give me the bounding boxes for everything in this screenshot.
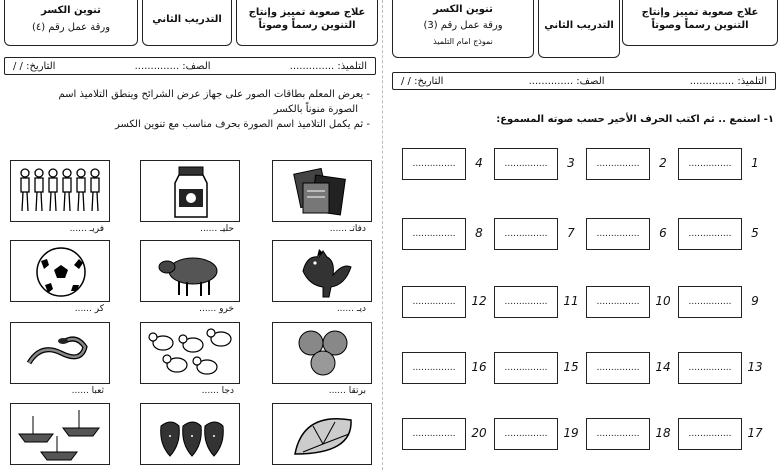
orange-slice-icon <box>273 404 373 466</box>
date-field-right[interactable]: التاريخ: / / <box>401 75 444 87</box>
instruction-line-2: الصورة منوناً بالكسر <box>273 104 358 115</box>
worksheet-number-right: ورقة عمل رقم (3) <box>423 20 503 31</box>
item-number: 4 <box>475 156 483 170</box>
card-strawberries <box>140 403 240 470</box>
subject-box <box>236 0 378 46</box>
answer-box-9[interactable]: ............... <box>678 286 742 318</box>
item-number: 14 <box>655 360 671 374</box>
caption-sheep: خرو ...... <box>199 304 234 314</box>
class-field-right[interactable]: الصف: .............. <box>528 75 605 87</box>
title-box <box>4 0 138 46</box>
item-number: 11 <box>563 294 579 308</box>
item-number: 6 <box>659 226 667 240</box>
student-info-bar-right <box>392 72 776 90</box>
card-milk <box>140 160 240 238</box>
answer-box-20[interactable]: ............... <box>402 418 466 450</box>
training-label: التدريب الثاني <box>152 13 222 25</box>
worksheet-3 <box>388 0 780 470</box>
title-box-right <box>392 0 534 58</box>
item-number: 20 <box>471 426 487 440</box>
caption-football: كر ...... <box>74 304 104 314</box>
card-sheep <box>140 240 240 318</box>
caption-oranges: برتقا ...... <box>328 386 366 396</box>
strawberries-icon <box>141 404 241 466</box>
card-team <box>10 160 110 238</box>
listening-instruction: ١- استمع .. ثم اكتب الحرف الأخير حسب صوته المسموع: <box>496 114 774 125</box>
answer-box-14[interactable]: ............... <box>586 352 650 384</box>
card-snake <box>10 322 110 400</box>
caption-milk: حليـ ...... <box>200 224 234 234</box>
answer-box-4[interactable]: ............... <box>402 148 466 180</box>
answer-box-10[interactable]: ............... <box>586 286 650 318</box>
item-number: 3 <box>567 156 575 170</box>
subject-box-right <box>622 0 778 46</box>
oranges-icon <box>273 323 373 385</box>
answer-box-18[interactable]: ............... <box>586 418 650 450</box>
caption-notebooks: دفاتـ ...... <box>329 224 366 234</box>
worksheet-number: ورقة عمل رقم (٤) <box>31 22 111 33</box>
page-divider <box>382 0 386 470</box>
chickens-icon <box>141 323 241 385</box>
class-field[interactable]: الصف: .............. <box>134 60 211 72</box>
answer-box-6[interactable]: ............... <box>586 218 650 250</box>
card-oranges <box>272 322 372 400</box>
team-icon <box>11 161 111 223</box>
item-number: 12 <box>471 294 487 308</box>
card-chickens <box>140 322 240 400</box>
caption-team: فريـ ...... <box>69 224 104 234</box>
item-number: 9 <box>751 294 759 308</box>
boats-icon <box>11 404 111 466</box>
answer-box-12[interactable]: ............... <box>402 286 466 318</box>
answer-box-2[interactable]: ............... <box>586 148 650 180</box>
football-icon <box>11 241 111 303</box>
subject-line-1-right: علاج صعوبة تمييز وإنتاج <box>641 7 759 18</box>
lesson-title: تنوين الكسر <box>41 5 101 16</box>
item-number: 17 <box>747 426 763 440</box>
answer-box-1[interactable]: ............... <box>678 148 742 180</box>
subject-line-2-right: التنوين رسماً وصوتاً <box>651 20 749 31</box>
subject-line-2: التنوين رسماً وصوتاً <box>258 20 356 31</box>
student-name-field[interactable]: التلميذ: .............. <box>289 60 367 72</box>
lesson-title-right: تنوين الكسر <box>433 4 493 15</box>
card-football <box>10 240 110 318</box>
item-number: 19 <box>563 426 579 440</box>
rooster-icon <box>273 241 373 303</box>
answer-box-11[interactable]: ............... <box>494 286 558 318</box>
answer-box-7[interactable]: ............... <box>494 218 558 250</box>
training-label-right: التدريب الثاني <box>544 19 614 31</box>
item-number: 5 <box>751 226 759 240</box>
answer-box-13[interactable]: ............... <box>678 352 742 384</box>
notebooks-icon <box>273 161 373 223</box>
answer-box-8[interactable]: ............... <box>402 218 466 250</box>
item-number: 13 <box>747 360 763 374</box>
card-boats <box>10 403 110 470</box>
answer-box-19[interactable]: ............... <box>494 418 558 450</box>
milk-carton-icon <box>141 161 241 223</box>
instruction-line-3: - ثم يكمل التلاميذ اسم الصورة بحرف مناسب مع تنوين الكسر <box>114 119 370 130</box>
answer-box-3[interactable]: ............... <box>494 148 558 180</box>
instructions <box>6 87 370 132</box>
item-number: 2 <box>659 156 667 170</box>
model-label: نموذج امام التلميذ <box>433 37 493 46</box>
student-name-field-right[interactable]: التلميذ: .............. <box>689 75 767 87</box>
item-number: 18 <box>655 426 671 440</box>
item-number: 1 <box>751 156 759 170</box>
answer-box-17[interactable]: ............... <box>678 418 742 450</box>
card-orange-slice <box>272 403 372 470</box>
answer-box-16[interactable]: ............... <box>402 352 466 384</box>
item-number: 10 <box>655 294 671 308</box>
subject-line-1: علاج صعوبة تمييز وإنتاج <box>248 7 366 18</box>
item-number: 16 <box>471 360 487 374</box>
answer-box-5[interactable]: ............... <box>678 218 742 250</box>
item-number: 15 <box>563 360 579 374</box>
card-notebooks <box>272 160 372 238</box>
instruction-line-1: - يعرض المعلم بطاقات الصور على جهاز عرض الشرائح وينطق التلاميذ اسم <box>58 89 370 100</box>
answer-box-15[interactable]: ............... <box>494 352 558 384</box>
date-field[interactable]: التاريخ: / / <box>13 60 56 72</box>
caption-snake: ثعبا ...... <box>71 386 104 396</box>
caption-rooster: ديـ ...... <box>336 304 366 314</box>
training-box-right <box>538 0 620 58</box>
training-box <box>142 0 232 46</box>
item-number: 7 <box>567 226 575 240</box>
sheep-icon <box>141 241 241 303</box>
card-rooster <box>272 240 372 318</box>
item-number: 8 <box>475 226 483 240</box>
snake-icon <box>11 323 111 385</box>
student-info-bar <box>4 57 376 75</box>
caption-chickens: دجا ...... <box>201 386 234 396</box>
worksheet-4 <box>0 0 380 470</box>
